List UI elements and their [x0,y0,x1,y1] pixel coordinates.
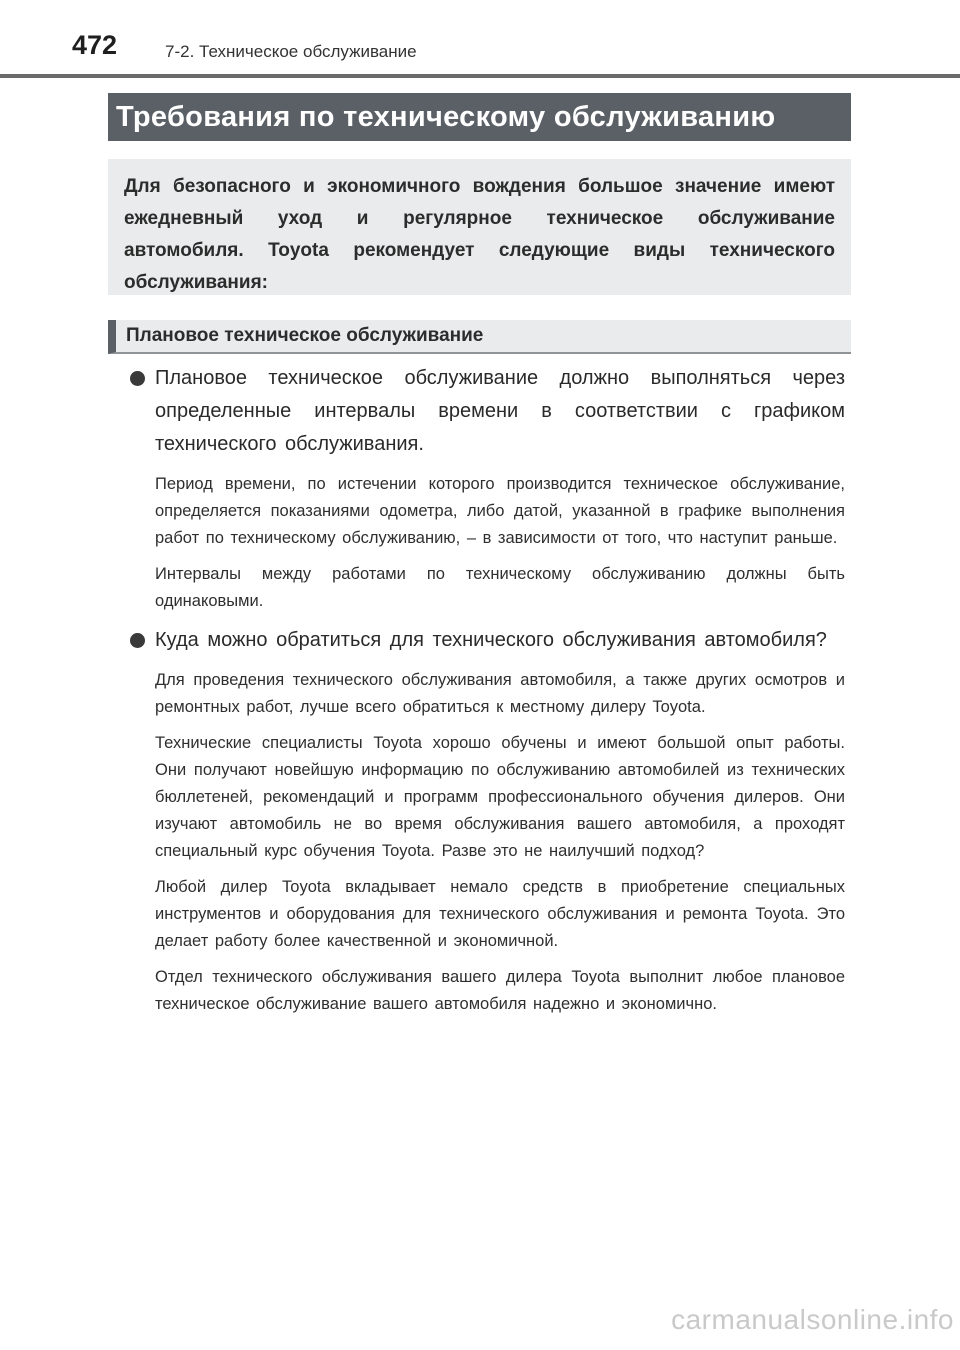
main-content [130,362,845,1027]
bullet-text: Куда можно обратиться для технического обслуживания автомобиля? [155,629,827,651]
paragraph: Интервалы между работами по техническому обслуживанию должны быть одинаковыми. [155,565,845,610]
paragraph: Для проведения технического обслуживания автомобиля, а также других осмотров и ремонтных работ, лучше всего обратиться к местному дилеру Toyota. [155,671,845,716]
bullet-dot-icon [130,633,145,648]
subsection-title: Плановое техническое обслуживание [108,320,851,354]
page-header [0,0,960,78]
intro-box [108,159,851,295]
paragraph: Отдел технического обслуживания вашего дилера Toyota выполнит любое плановое техническое обслуживание вашего автомобиля надежно и экономично. [155,968,845,1013]
paragraph: Технические специалисты Toyota хорошо обучены и имеют большой опыт работы. Они получают новейшую информацию по обслуживанию автомобилей из технических бюллетеней, рекомендаций и программ профессионального обучения дилеров. Они изучают автомобиль не во время обслуживания вашего автомобиля, а проходят специальный курс обучения Toyota. Разве это не наилучший подход? [155,734,845,860]
bullet-dot-icon [130,371,145,386]
bullet-item [130,624,845,657]
paragraph: Любой дилер Toyota вкладывает немало средств в приобретение специальных инструментов и оборудования для технического обслуживания и ремонта Toyota. Это делает работу более качественной и экономичной. [155,878,845,950]
bullet-item [130,362,845,461]
page-number: 472 [72,30,118,60]
section-title: 7-2. Техническое обслуживание [165,42,417,61]
watermark: carmanualsonline.info [671,1304,954,1335]
page-title: Требования по техническому обслуживанию [108,93,851,141]
intro-text: Для безопасного и экономичного вождения большое значение имеют ежедневный уход и регулярное техническое обслуживание автомобиля. Toyota рекомендует следующие виды технического обслуживания: [124,176,835,293]
header-divider [0,74,960,78]
bullet-text: Плановое техническое обслуживание должно выполняться через определенные интервалы времени в соответствии с графиком технического обслуживания. [155,367,845,455]
paragraph: Период времени, по истечении которого производится техническое обслуживание, определяется показаниями одометра, либо датой, указанной в графике выполнения работ по техническому обслуживанию, – в зависимости от того, что наступит раньше. [155,475,845,547]
